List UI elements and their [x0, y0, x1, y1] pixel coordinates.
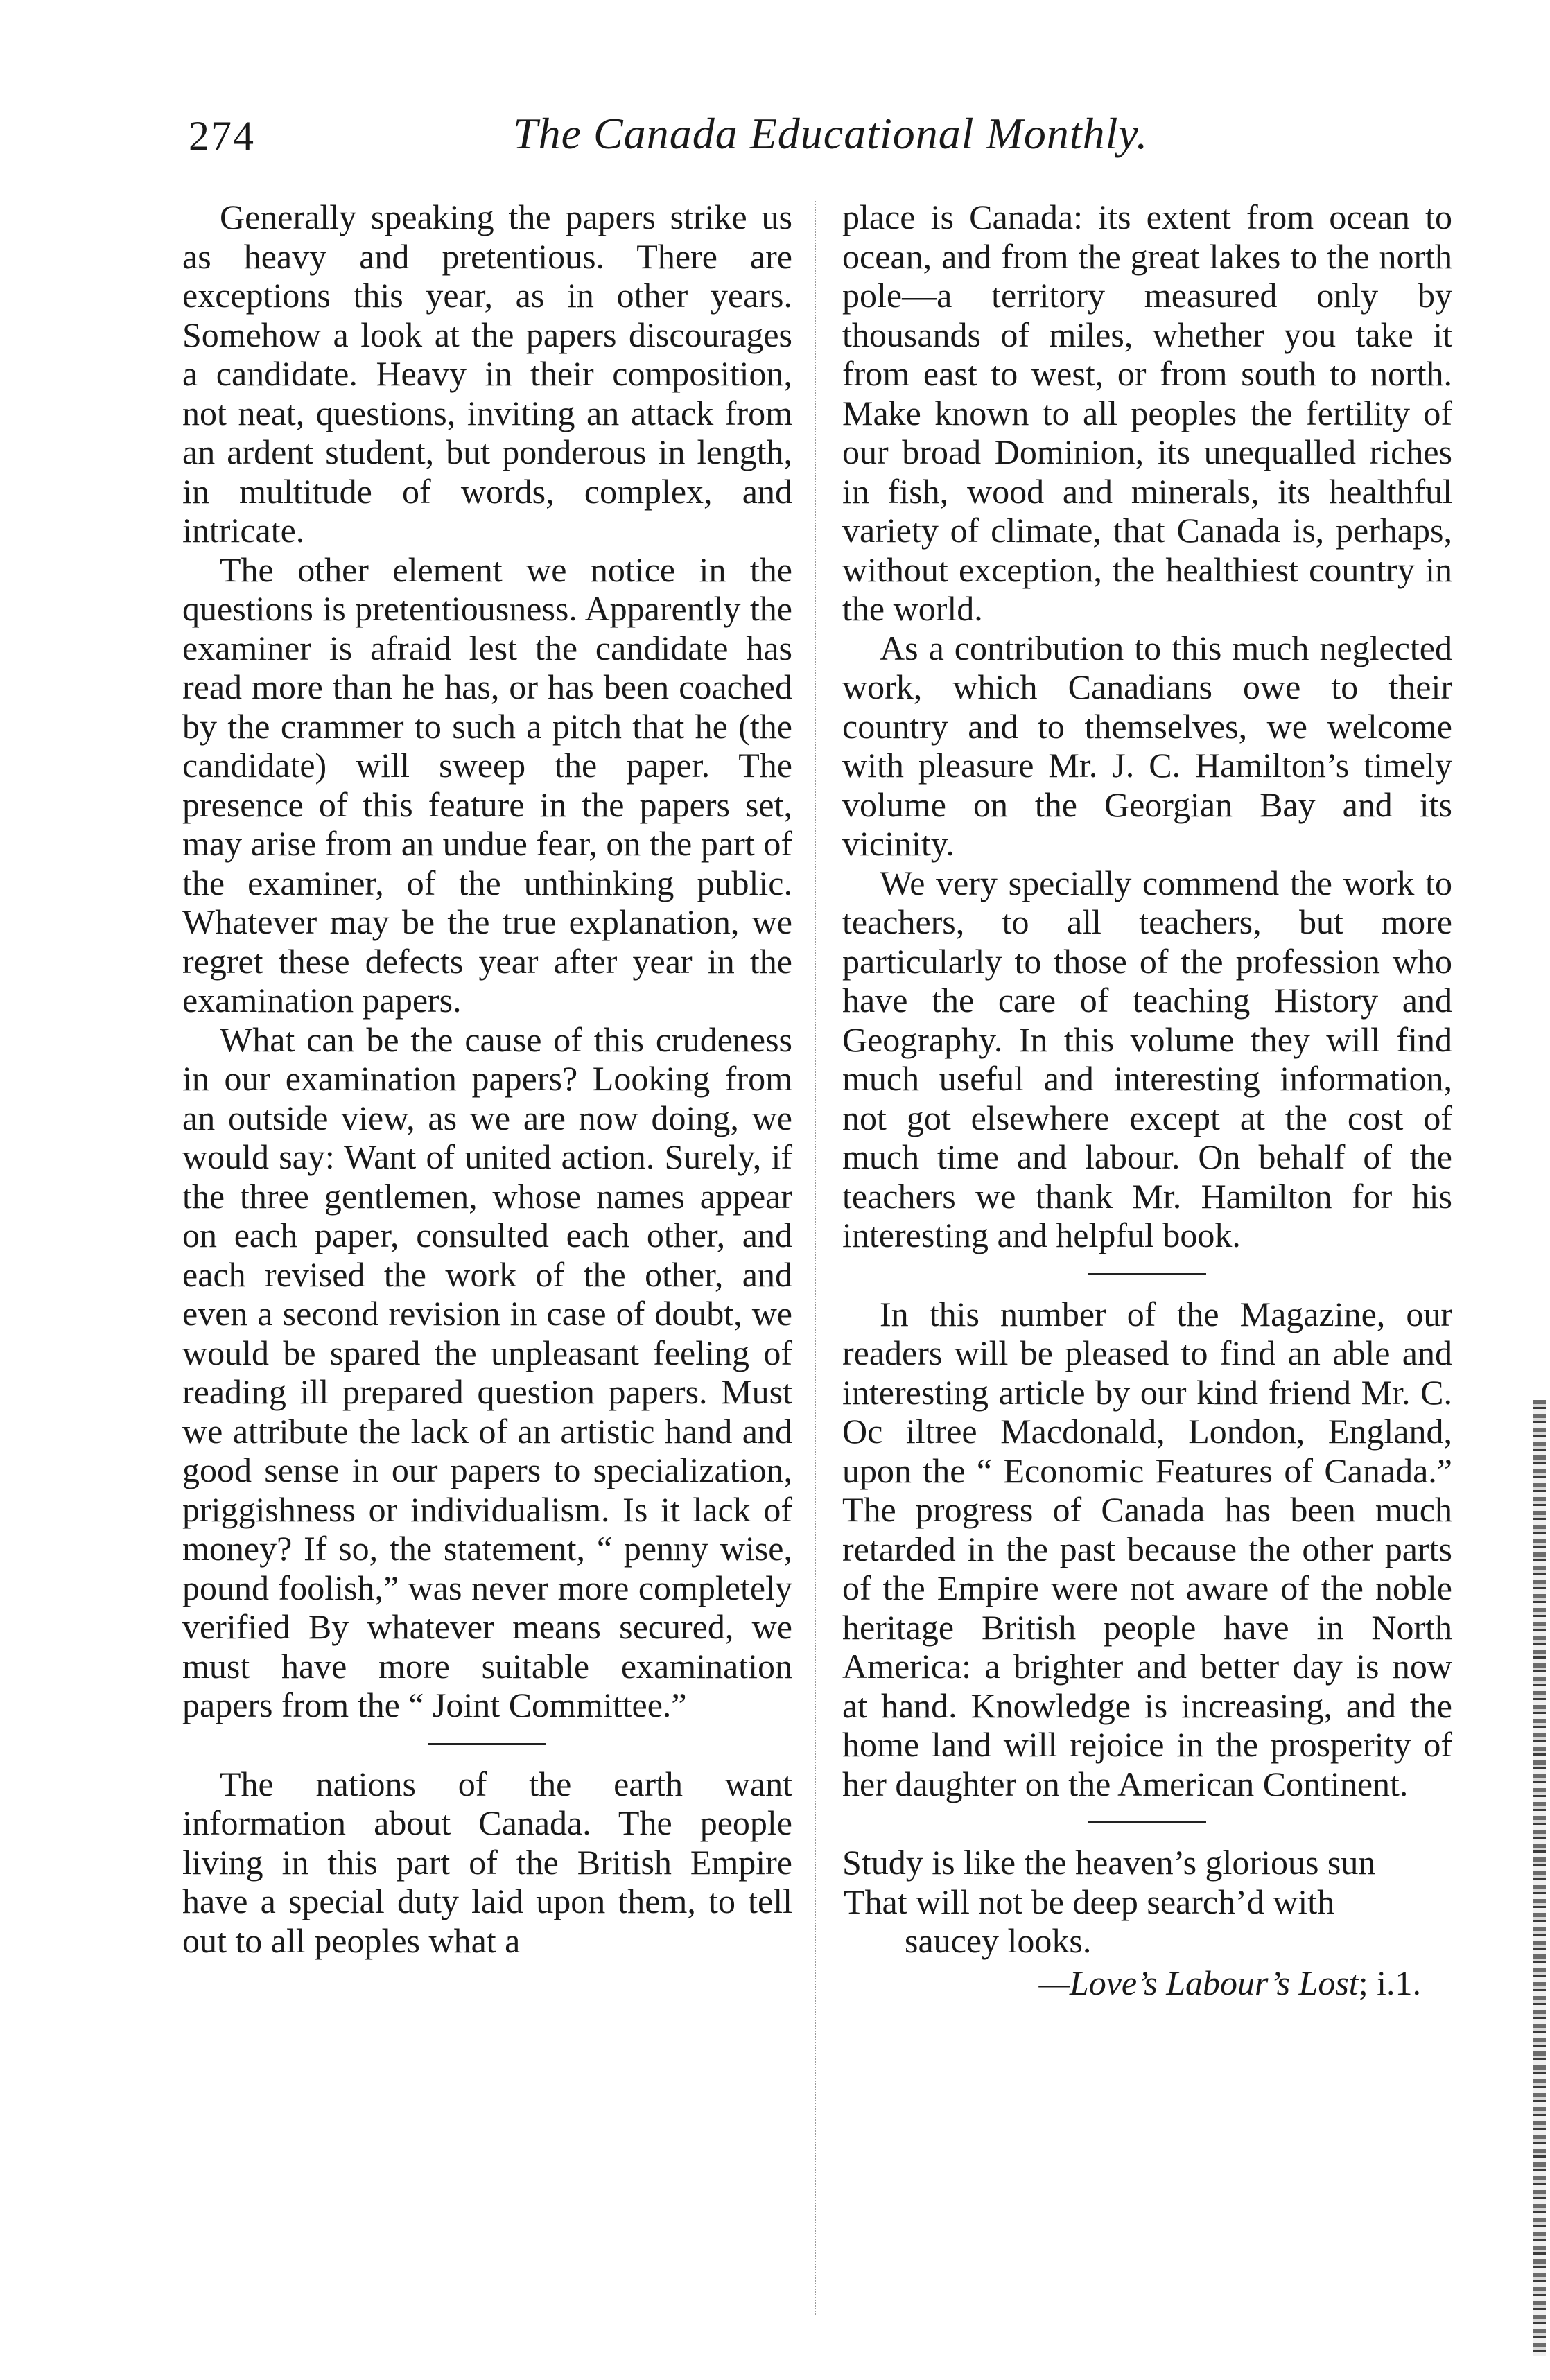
column-gutter — [815, 201, 816, 2315]
paragraph-commend-to-teachers: We very specially commend the work to teachers, to all teachers, but more particularly to those of the profession who have the care of teaching History and Geography. In this volume they will find much useful and interesting information, not got elsewhere except at the cost of much time and labour. On behalf of the teachers we thank Mr. Hamilton for his interesting and helpful book. — [842, 863, 1452, 1254]
section-divider — [428, 1743, 546, 1745]
section-divider — [1088, 1273, 1206, 1275]
closing-quotation — [842, 1843, 1452, 2002]
paragraph-cause-of-crudeness: What can be the cause of this crudeness in our examination papers? Looking from an outside view, as we are now doing, we would say: Want of united action. Surely, if the three gentlemen, whose names appear on each paper, consulted each other, and each revised the work of the other, and even a second revision in case of doubt, we would be spared the unpleasant feeling of reading ill prepared question papers. Must we attribute the lack of an artistic hand and good sense in our papers to specialization, priggishness or individualism. Is it lack of money? If so, the statement, “ penny wise, pound foolish,” was never more completely verified By whatever means secured, we must have more suitable examination papers from the “ Joint Committee.” — [182, 1020, 792, 1724]
quotation-line: Study is like the heaven’s glorious sun — [842, 1843, 1376, 1882]
quotation-line: saucey looks. — [905, 1921, 1092, 1960]
quotation-line: That will not be deep search’d with — [844, 1882, 1335, 1921]
paragraph-magazine-article: In this number of the Magazine, our readers will be pleased to find an able and interesting article by our kind friend Mr. C. Oc iltree Macdonald, London, England, upon the “ Economic Features of Canada.” The progress of Canada has been much retarded in the past because the other parts of the Empire were not aware of the noble heritage British people have in North America: a brighter and better day is now at hand. Knowledge is increasing, and the home land will rejoice in the prosperity of her daughter on the American Continent. — [842, 1294, 1452, 1803]
running-title: The Canada Educational Monthly. — [513, 109, 1149, 158]
right-column — [842, 198, 1452, 2002]
page-number: 274 — [189, 113, 255, 159]
left-column — [182, 198, 792, 1960]
citation-source: —Love’s Labour’s Lost — [1038, 1963, 1359, 2002]
paragraph-hamilton-volume: As a contribution to this much neglected work, which Canadians owe to their country and to themselves, we welcome with pleasure Mr. J. C. Hamilton’s timely volume on the Georgian Bay and its vicinity. — [842, 628, 1452, 863]
paragraph-canada-continued: place is Canada: its extent from ocean to ocean, and from the great lakes to the north pole—a territory measured only by thousands of miles, whether you take it from east to west, or from south to north. Make known to all peoples the fertility of our broad Dominion, its unequalled riches in fish, wood and minerals, its healthful variety of climate, that Canada is, perhaps, without exception, the healthiest country in the world. — [842, 198, 1452, 628]
scan-edge-artifact — [1533, 1400, 1546, 2356]
section-divider — [1088, 1821, 1206, 1823]
citation-reference: ; i.1. — [1358, 1963, 1421, 2002]
paragraph-information-about-canada: The nations of the earth want information about Canada. The people living in this part of the British Empire have a special duty laid upon them, to tell out to all peoples what a — [182, 1764, 792, 1960]
quotation-citation — [842, 1963, 1452, 2003]
paragraph-pretentiousness: The other element we notice in the questions is pretentiousness. Apparently the examiner is afraid lest the candidate has read more than he has, or has been coached by the crammer to such a pitch that he (the candidate) will sweep the paper. The presence of this feature in the papers set, may arise from an undue fear, on the part of the examiner, of the unthinking public. Whatever may be the true explanation, we regret these defects year after year in the examination papers. — [182, 550, 792, 1020]
paragraph-papers-heavy: Generally speaking the papers strike us as heavy and pretentious. There are exceptions this year, as in other years. Somehow a look at the papers discourages a candidate. Heavy in their composition, not neat, questions, inviting an attack from an ardent student, but ponderous in length, in multitude of words, complex, and intricate. — [182, 198, 792, 550]
